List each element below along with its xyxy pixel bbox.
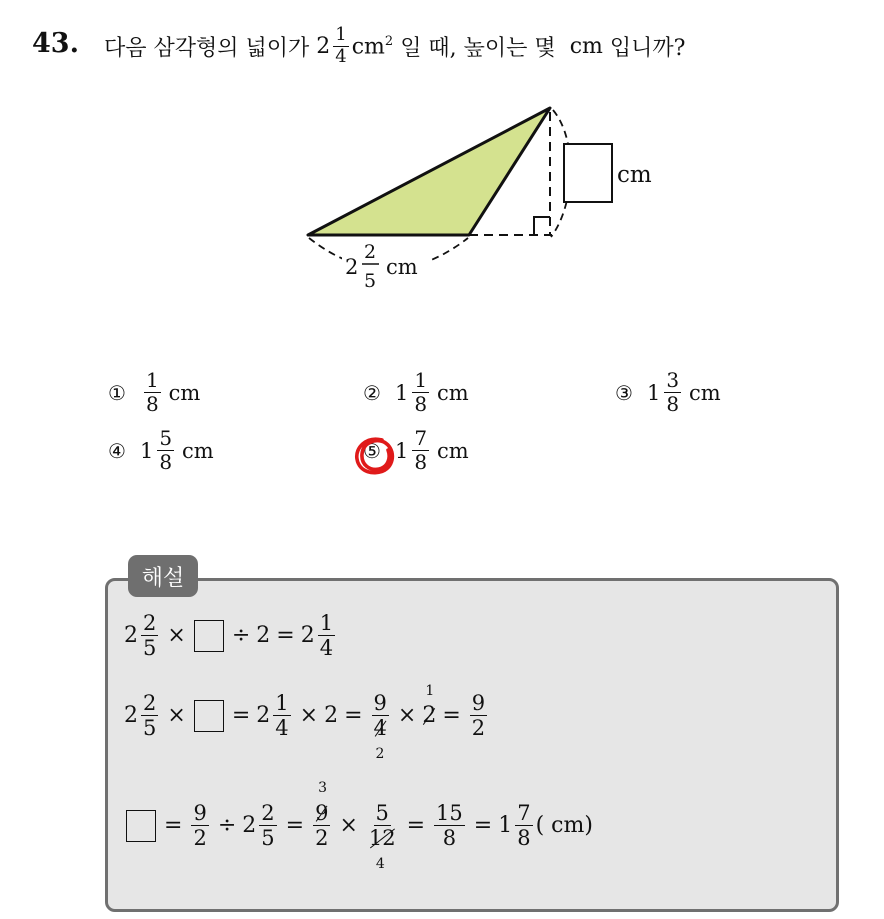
choice-2-unit: cm: [437, 380, 469, 405]
area-numerator: 1: [335, 24, 347, 45]
choice-2-numerator: 1: [414, 368, 428, 392]
right-angle-mark: [534, 217, 550, 235]
question-text-before: 다음 삼각형의 넓이가: [104, 35, 310, 61]
choice-3-unit: cm: [689, 380, 721, 405]
choice-4-denominator: 8: [159, 450, 173, 474]
choice-3-fraction: [664, 370, 681, 415]
choice-5-fraction: [412, 428, 429, 473]
choice-2[interactable]: [363, 370, 469, 415]
unknown-box: [194, 700, 224, 732]
choice-1-denominator: 8: [145, 392, 159, 416]
base-denominator: 5: [363, 270, 377, 292]
choice-4-whole: 1: [139, 438, 154, 463]
choice-4-numerator: 5: [159, 426, 173, 450]
solution-label: 해설: [128, 555, 198, 597]
area-unit: $cm^2$: [351, 33, 394, 60]
choice-4-fraction: [157, 428, 174, 473]
choice-5-numerator: 7: [414, 426, 428, 450]
question-text-end: 입니까?: [609, 35, 686, 61]
question-text-after: 일 때, 높이는 몇: [400, 35, 556, 61]
choice-3-mark: ③: [615, 380, 633, 405]
choice-1-unit: cm: [168, 380, 201, 405]
base-numerator: 2: [363, 241, 377, 263]
unknown-box: [194, 620, 224, 652]
choice-2-denominator: 8: [414, 392, 428, 416]
choice-4-unit: cm: [182, 438, 214, 463]
choice-5-unit: cm: [437, 438, 469, 463]
solution-line-1: 2 $\frac{2}{5}$ × ÷ 2 = 2 $\frac{1}{4}$: [124, 611, 334, 661]
choice-3-numerator: 3: [666, 368, 680, 392]
area-whole: 2: [316, 33, 331, 59]
unknown-box: [126, 810, 156, 842]
height-unknown-box: [564, 144, 612, 202]
triangle-shape: [308, 108, 550, 235]
choice-1[interactable]: [108, 370, 200, 415]
choice-5-whole: 1: [394, 438, 409, 463]
area-denominator: 4: [335, 45, 347, 67]
choice-5-denominator: 8: [414, 450, 428, 474]
question-number: 43.: [32, 28, 79, 59]
choice-3-whole: 1: [646, 380, 661, 405]
solution-line-3: = $\frac{9}{2}$ ÷ 2 $\frac{2}{5}$ = 3 9 2 × 5 12 4 = $\frac{15}{8}$ = 1 $\frac{7}{8}$ ( cm): [124, 802, 593, 849]
choice-5-mark: ⑤: [363, 438, 381, 463]
question-unit: cm: [569, 33, 603, 59]
height-unit-label: cm: [617, 162, 652, 188]
choice-2-fraction: [412, 370, 429, 415]
choice-1-numerator: 1: [145, 368, 159, 392]
choice-1-mark: ①: [108, 380, 126, 405]
choice-3-denominator: 8: [666, 392, 680, 416]
choice-3[interactable]: [615, 370, 721, 415]
base-unit: cm: [386, 255, 418, 279]
choice-1-fraction: [144, 370, 161, 415]
answer-circle-mark: [352, 434, 400, 480]
choice-2-mark: ②: [363, 380, 381, 405]
solution-line-2: 2 $\frac{2}{5}$ × = 2 $\frac{1}{4}$ × 2 = 9 4 2 × 1 2 = $\frac{9}{2}$: [124, 683, 486, 762]
area-unit-power: 2: [384, 33, 394, 49]
choice-2-whole: 1: [394, 380, 409, 405]
choice-4-mark: ④: [108, 438, 126, 463]
choice-4[interactable]: [108, 428, 214, 473]
base-whole: 2: [345, 255, 359, 279]
